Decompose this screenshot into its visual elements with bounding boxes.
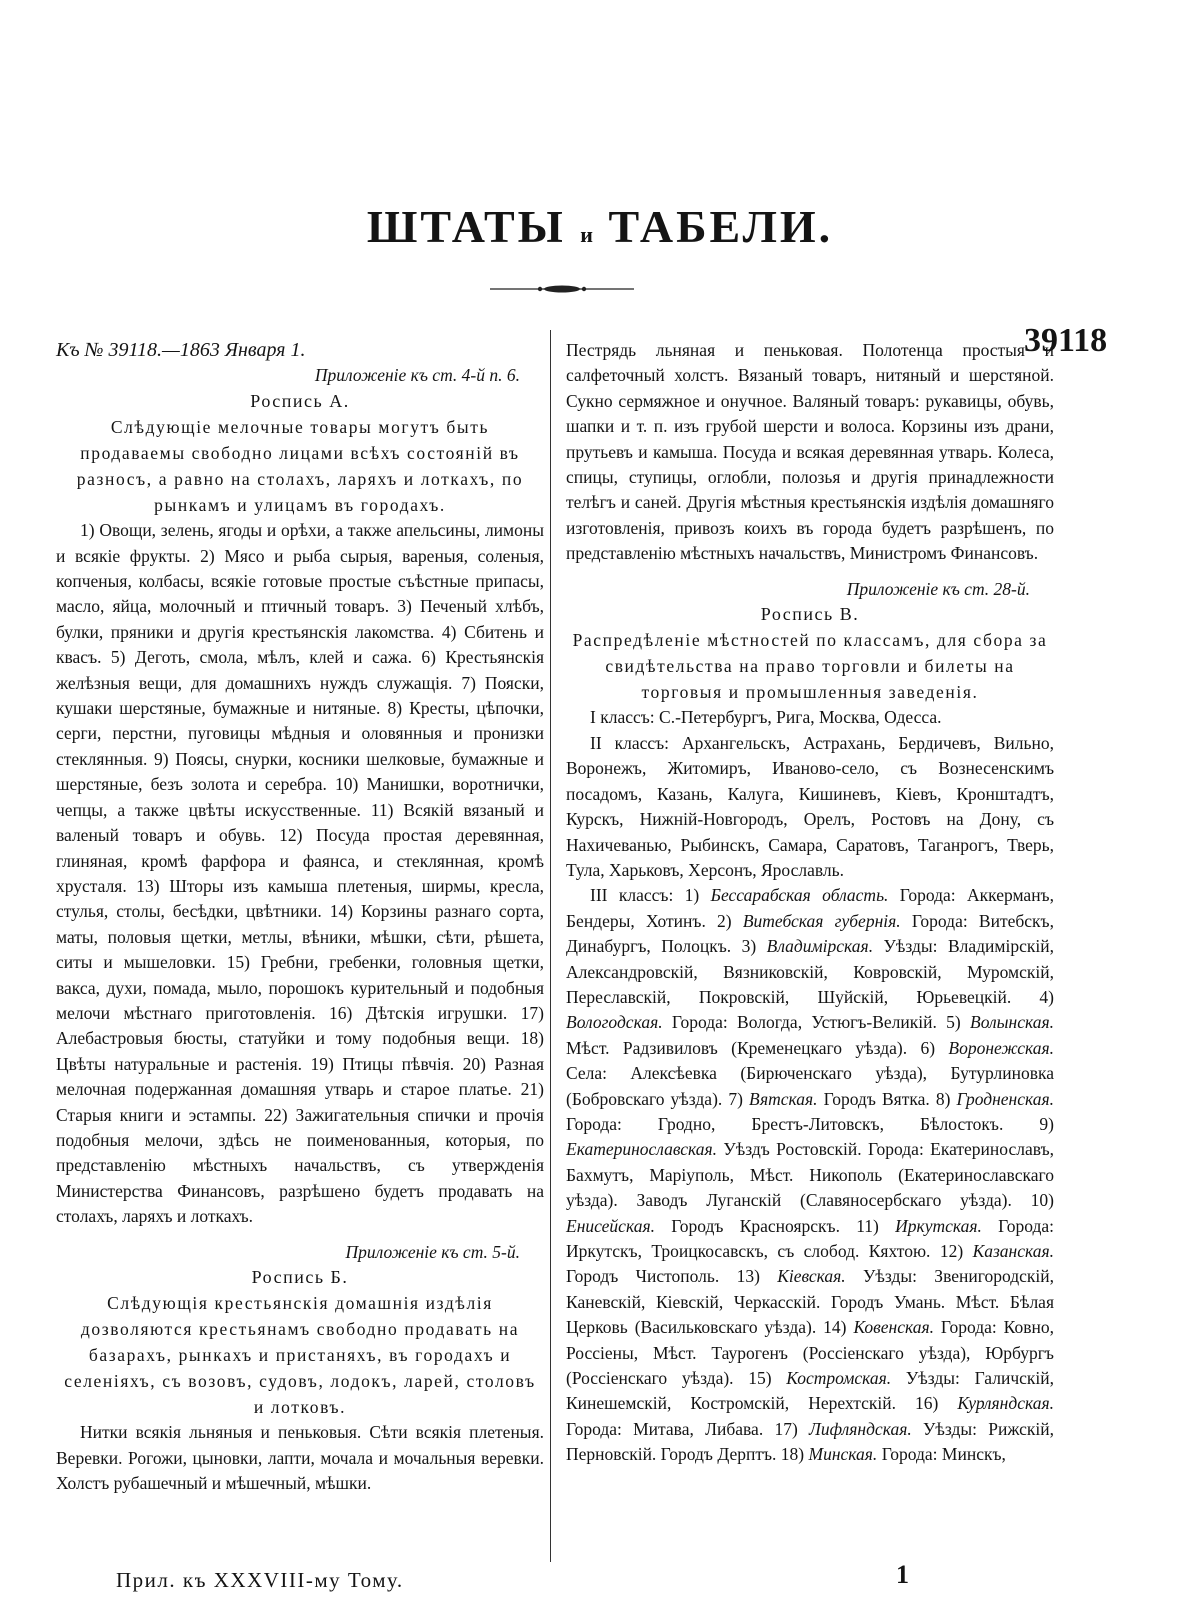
sheet-number: 1 [896, 1560, 909, 1589]
class-3-text: Уѣздъ Ростовскій. Города: Екатеринославъ, Бахмутъ, Маріуполь, Мѣст. Никополь (Екатеринославскаго уѣзда). Заводъ Луганскій (Славяносербскаго уѣзда). 10) [566, 1139, 1054, 1211]
schedule-b-heading: Роспись Б. [251, 1267, 349, 1287]
volume-footer: Прил. къ XXXVIII-му Тому. [116, 1568, 404, 1592]
province-name: Енисейская. [566, 1215, 655, 1236]
ref-number: Къ № 39118. [56, 339, 163, 361]
appendix-c-note: Приложеніе къ ст. 28-й. [846, 578, 1030, 599]
class-3-text: III классъ: 1) [590, 885, 711, 906]
class-3-text: Города: Митава, Либава. 17) [566, 1418, 810, 1439]
page-title [0, 200, 1200, 253]
province-name: Курляндская. [957, 1393, 1054, 1414]
schedule-c-intro: Распредѣленіе мѣстностей по классамъ, для сбора за свидѣтельства на право торговли и билеты на торговыя и промышленныя заведенія. [572, 630, 1048, 703]
province-name: Лифляндская. [809, 1418, 912, 1439]
class-3-paragraph [566, 883, 1054, 1467]
province-name: Воронежская. [948, 1037, 1054, 1058]
class-3-text: Села: Алексѣевка (Бирюченскаго уѣзда), Бутурлиновка (Бобровскаго уѣзда). 7) [566, 1063, 1054, 1109]
schedule-a-intro: Слѣдующіе мелочные товары могутъ быть продаваемы свободно лицами всѣхъ состояній въ разносъ, а равно на столахъ, ларяхъ и лоткахъ, по рынкамъ и улицамъ въ городахъ. [76, 417, 524, 516]
law-reference [56, 338, 544, 363]
province-name: Бессарабская область. [710, 885, 889, 906]
left-column [56, 338, 544, 1497]
province-name: Волынская. [970, 1012, 1054, 1033]
province-name: Минская. [808, 1444, 878, 1465]
class-1-paragraph: I классъ: С.-Петербургъ, Рига, Москва, Одесса. [590, 707, 942, 728]
class-3-text: Городъ Вятка. 8) [817, 1088, 957, 1109]
class-3-text: Уѣзды: Владимірскій, Александровскій, Вязниковскій, Ковровскій, Муромскій, Переславскій, Покровскій, Шуйскій, Юрьевецкій. 4) [566, 936, 1054, 1007]
class-3-text: Городъ Красноярскъ. 11) [654, 1215, 896, 1236]
page-number: 39118 [1024, 322, 1108, 359]
province-name: Кіевская. [777, 1266, 846, 1287]
schedule-c-heading: Роспись В. [760, 604, 860, 625]
ornament-divider-icon [490, 284, 634, 294]
class-3-text: Городъ Чистополь. 13) [566, 1266, 778, 1287]
province-name: Екатеринославская. [566, 1139, 718, 1160]
schedule-b-intro: Слѣдующія крестьянскія домашнія издѣлія дозволяются крестьянамъ свободно продавать на базарахъ, рынкахъ и пристаняхъ, въ городахъ и селеніяхъ, съ возовъ, судовъ, лодокъ, ларей, столовъ и лотковъ. [64, 1293, 536, 1418]
class-3-text: Города: Ковно, Россіены, Мѣст. Таурогенъ (Россіенскаго уѣзда), Юрбургъ (Россіенскаго уѣзда). 15) [566, 1317, 1054, 1389]
class-3-text: Города: Вологда, Устюгъ-Великій. 5) [662, 1012, 971, 1033]
class-3-text: Уѣзды: Галичскій, Кинешемскій, Костромскій, Нерехтскій. 16) [566, 1368, 1054, 1414]
schedule-a-body: 1) Овощи, зелень, ягоды и орѣхи, а также апельсины, лимоны и всякіе фрукты. 2) Мясо и рыба сырыя, вареныя, соленыя, копченыя, колбасы, всякіе готовые простые съѣстные припасы, масло, яйца, молочный и птичный товаръ. 3) Печеный хлѣбъ, булки, пряники и другія крестьянскія лакомства. 4) Сбитень и квасъ. 5) Деготь, смола, мѣлъ, клей и сажа. 6) Крестьянскія желѣзныя вещи, для домашнихъ нуждъ служащія. 7) Пояски, кушаки шерстяные, бумажные и нитяные. 8) Кресты, цѣпочки, серги, перстни, пуговицы мѣдныя и оловянныя и пронизки стеклянныя. 9) Поясы, снурки, косники шелковые, бумажные и шерстяные, безъ золота и серебра. 10) Манишки, воротнички, чепцы, а также цвѣты искусственные. 11) Всякій вязаный и валеный товаръ и обувь. 12) Посуда простая деревянная, глиняная, кромѣ фарфора и фаянса, и стеклянная, кромѣ хрусталя. 13) Шторы изъ камыша плетеныя, ширмы, кресла, стулья, столы, бесѣдки, цвѣтники. 14) Корзины разнаго сорта, маты, половыя щетки, метлы, вѣники, мѣшки, сѣти, рѣшета, ситы и мышеловки. 15) Гребни, гребенки, головныя щетки, вакса, духи, помада, мыло, порошокъ курительный и подобныя мелочи мѣстнаго приготовленія. 16) Дѣтскія игрушки. 17) Алебастровыя бюсты, статуйки и тому подобныя вещи. 18) Цвѣты натуральные и растенія. 19) Птицы пѣвчія. 20) Разная мелочная подержанная домашняя утварь и старое платье. 21) Старыя книги и эстампы. 22) Зажигательныя спички и прочія подобныя мелочи, здѣсь не поименованныя, которыя, по представленію мѣстныхъ начальствъ, съ утвержденія Министерства Финансовъ, разрѣшено будетъ продавать на столахъ, ларяхъ и лоткахъ. [56, 520, 544, 1227]
province-name: Вятская. [749, 1088, 818, 1109]
schedule-b-body: Нитки всякія льняныя и пеньковыя. Сѣти всякія плетеныя. Веревки. Рогожи, цыновки, лапти, мочала и мочальныя веревки. Холстъ рубашечный и мѣшечный, мѣшки. [56, 1422, 544, 1494]
class-3-text: Города: Аккерманъ, Бендеры, Хотинъ. 2) [566, 885, 1054, 931]
class-3-text: Мѣст. Радзивиловъ (Кременецкаго уѣзда). 6) [566, 1037, 949, 1058]
class-3-text: Города: Минскъ, [877, 1444, 1006, 1465]
province-name: Ковенская. [853, 1317, 934, 1338]
class-3-text: Города: Иркутскъ, Троицкосавскъ, съ слобод. Кяхтою. 12) [566, 1215, 1054, 1261]
appendix-a-note: Приложеніе къ ст. 4-й п. 6. [314, 365, 520, 386]
province-name: Казанская. [972, 1241, 1054, 1261]
province-name: Костромская. [786, 1368, 892, 1389]
class-3-text: Города: Гродно, Брестъ-Литовскъ, Бѣлостокъ. 9) [566, 1113, 1054, 1134]
class-2-paragraph: II классъ: Архангельскъ, Астрахань, Бердичевъ, Вильно, Воронежъ, Житомиръ, Иваново-село, съ Вознесенскимъ посадомъ, Казань, Калуга, Кишиневъ, Кіевъ, Кронштадтъ, Курскъ, Нижній-Новгородъ, Орелъ, Ростовъ на Дону, съ Нахичеванью, Рыбинскъ, Самара, Саратовъ, Таганрогъ, Тверь, Тула, Харьковъ, Херсонъ, Ярославль. [566, 732, 1054, 880]
class-3-text: Уѣзды: Рижскій, Перновскій. Городъ Дерптъ. 18) [566, 1418, 1054, 1465]
province-name: Владимірская. [766, 936, 874, 957]
column-divider [550, 330, 551, 1562]
class-3-text: Города: Витебскъ, Динабургъ, Полоцкъ. 3) [566, 910, 1054, 957]
class-3-text: Уѣзды: Звенигородскій, Каневскій, Кіевскій, Черкасскій. Городъ Умань. Мѣст. Бѣлая Церковь (Васильковскаго уѣзда). 14) [566, 1266, 1054, 1338]
schedule-a-heading: Роспись А. [250, 390, 350, 411]
title-part1: ШТАТЫ [366, 201, 566, 252]
ref-date: —1863 Января 1. [162, 339, 306, 361]
title-and: и [580, 222, 594, 247]
province-name: Гродненская. [956, 1088, 1054, 1109]
appendix-b-note: Приложеніе къ ст. 5-й. [345, 1241, 520, 1262]
province-name: Иркутская. [895, 1215, 982, 1236]
schedule-b-body-continued: Пестрядь льняная и пеньковая. Полотенца простыя и салфеточный холстъ. Вязаный товаръ, нитяный и шерстяной. Сукно сермяжное и онучное. Валяный товаръ: рукавицы, обувь, шапки и т. п. изъ грубой шерсти и волоса. Корзины изъ драни, прутьевъ и камыша. Посуда и всякая деревянная утварь. Колеса, спицы, ступицы, оглобли, полозья и другія принадлежности телѣгъ и саней. Другія мѣстныя крестьянскія издѣлія домашняго изготовленія, привозъ коихъ въ города будетъ разрѣшенъ, по представленію мѣстныхъ начальствъ, Министромъ Финансовъ. [566, 340, 1054, 564]
province-name: Вологодская. [566, 1012, 663, 1033]
province-name: Витебская губернія. [742, 910, 901, 931]
title-part2: ТАБЕЛИ. [608, 201, 834, 252]
right-column [566, 338, 1054, 1468]
